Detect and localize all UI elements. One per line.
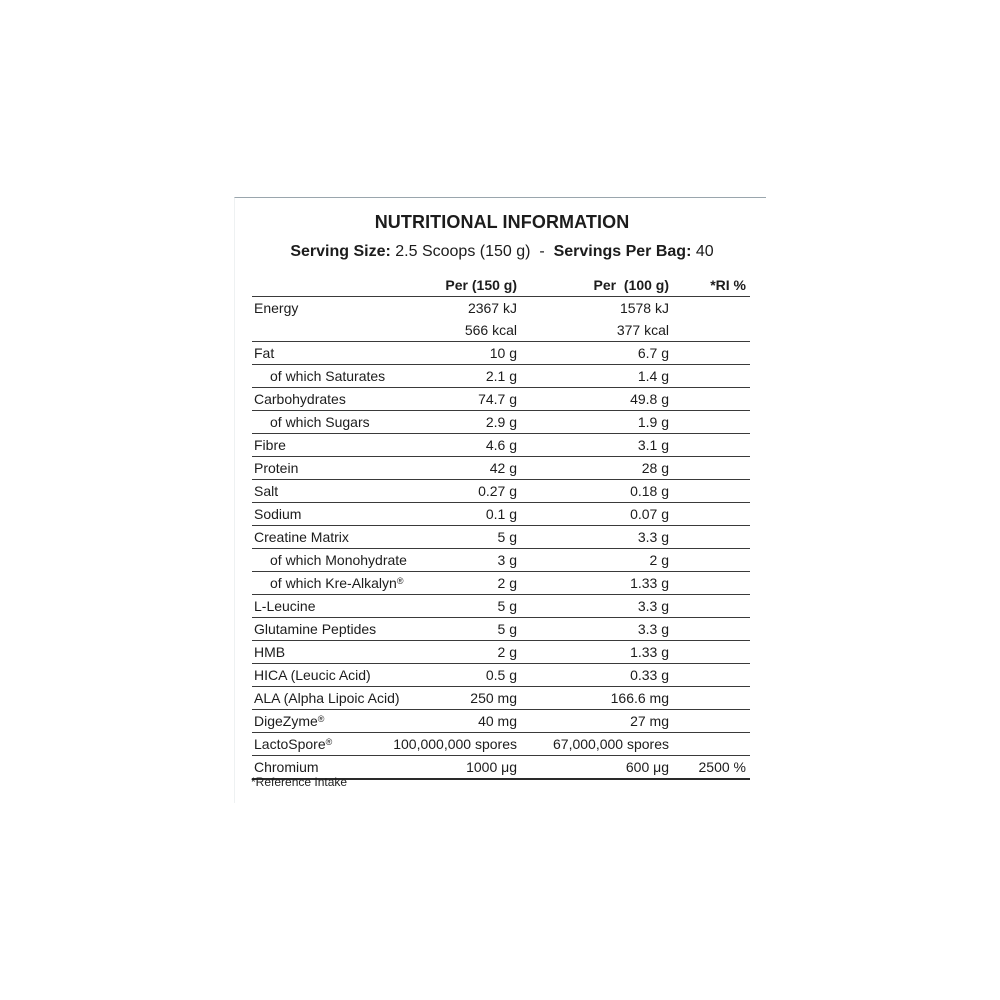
- nutrient-name-text: Sodium: [254, 506, 302, 522]
- nutrient-name: [254, 342, 274, 364]
- registered-mark: ®: [317, 714, 325, 724]
- value-per-150g: 5 g: [497, 621, 517, 637]
- value-per-100g: 0.33 g: [630, 667, 669, 683]
- value-per-100g: 1.9 g: [637, 414, 669, 430]
- serving-size-label: Serving Size:: [290, 243, 391, 260]
- nutrient-name-text: LactoSpore: [254, 736, 326, 752]
- nutrient-name: [254, 595, 316, 617]
- nutrient-name: [254, 733, 332, 755]
- value-per-150g: 0.5 g: [485, 667, 517, 683]
- serving-size-value: 2.5 Scoops (150 g): [395, 243, 531, 260]
- table-row: [252, 503, 750, 526]
- nutrient-name: [254, 618, 376, 640]
- value-per-150g: 4.6 g: [485, 437, 517, 453]
- nutrient-name-text: Carbohydrates: [254, 391, 346, 407]
- nutrient-name-text: ALA (Alpha Lipoic Acid): [254, 690, 400, 706]
- nutrient-name-text: Salt: [254, 483, 279, 499]
- nutrient-name-text: Glutamine Peptides: [254, 621, 377, 637]
- table-row: [252, 365, 750, 388]
- nutrient-name-text: Energy: [254, 300, 299, 316]
- value-per-100g: 600 μg: [625, 759, 669, 775]
- page-title: NUTRITIONAL INFORMATION: [374, 212, 630, 232]
- nutrient-name-text: of which Sugars: [270, 414, 370, 430]
- value-per-150g: 0.27 g: [478, 483, 517, 499]
- nutrient-name: [254, 434, 286, 456]
- registered-mark: ®: [396, 576, 404, 586]
- nutrient-name: [254, 710, 324, 732]
- nutrient-name-text: DigeZyme: [254, 713, 318, 729]
- column-header-ri: *RI %: [710, 277, 746, 293]
- table-row: [252, 526, 750, 549]
- nutrient-name: [254, 664, 371, 686]
- value-per-150g: 10 g: [489, 345, 517, 361]
- table-row: [252, 687, 750, 710]
- value-per-100g: 1.33 g: [630, 644, 669, 660]
- value-per-100g: 3.3 g: [637, 598, 669, 614]
- value-per-100g: 166.6 mg: [610, 690, 669, 706]
- table-row: [252, 319, 750, 342]
- nutrient-name-text: Fat: [254, 345, 275, 361]
- value-per-100g: 1.33 g: [630, 575, 669, 591]
- table-row: [252, 434, 750, 457]
- value-per-100g: 3.3 g: [637, 621, 669, 637]
- nutrient-name: [254, 297, 298, 319]
- value-per-100g: 67,000,000 spores: [553, 736, 669, 752]
- value-per-100g: 377 kcal: [616, 322, 669, 338]
- nutrient-name: [254, 687, 400, 709]
- value-per-150g: 0.1 g: [485, 506, 517, 522]
- table-row: [252, 641, 750, 664]
- nutrient-name: [254, 480, 278, 502]
- value-per-100g: 49.8 g: [630, 391, 669, 407]
- nutrient-name: [270, 549, 407, 571]
- nutrient-name: [254, 388, 346, 410]
- nutrient-name-text: Creatine Matrix: [254, 529, 349, 545]
- value-per-150g: 2 g: [497, 575, 517, 591]
- value-per-150g: 5 g: [497, 529, 517, 545]
- value-per-150g: 250 mg: [470, 690, 517, 706]
- serving-separator: -: [539, 243, 545, 260]
- table-row: [252, 733, 750, 756]
- table-row: [252, 664, 750, 687]
- value-per-100g: 0.07 g: [630, 506, 669, 522]
- nutrient-name-text: Protein: [254, 460, 299, 476]
- nutrient-name-text: HMB: [254, 644, 286, 660]
- nutrient-name-text: HICA (Leucic Acid): [254, 667, 371, 683]
- value-per-100g: 2 g: [649, 552, 669, 568]
- table-row: [252, 618, 750, 641]
- nutrient-name: [270, 365, 385, 387]
- nutrient-name: [254, 526, 349, 548]
- value-per-100g: 1.4 g: [637, 368, 669, 384]
- value-per-100g: 6.7 g: [637, 345, 669, 361]
- value-per-150g: 74.7 g: [478, 391, 517, 407]
- value-per-100g: 0.18 g: [630, 483, 669, 499]
- table-row: [252, 457, 750, 480]
- value-ri-percent: 2500 %: [698, 759, 746, 775]
- column-header-per-150g: Per (150 g): [445, 277, 517, 293]
- nutrient-name-text: Fibre: [254, 437, 286, 453]
- value-per-150g: 566 kcal: [464, 322, 517, 338]
- nutrient-name-text: of which Saturates: [270, 368, 386, 384]
- column-header-per-100g: Per (100 g): [593, 277, 669, 293]
- table-row: [252, 411, 750, 434]
- nutrient-name-text: of which Kre-Alkalyn: [270, 575, 397, 591]
- nutrition-table: [252, 274, 750, 780]
- value-per-150g: 42 g: [489, 460, 517, 476]
- table-row: [252, 549, 750, 572]
- value-per-150g: 3 g: [497, 552, 517, 568]
- value-per-150g: 1000 μg: [466, 759, 517, 775]
- serving-info: [234, 242, 770, 262]
- nutrient-name: [270, 572, 403, 594]
- nutrient-name-text: Chromium: [254, 759, 319, 775]
- value-per-100g: 3.1 g: [637, 437, 669, 453]
- value-per-100g: 28 g: [641, 460, 669, 476]
- value-per-150g: 2.1 g: [485, 368, 517, 384]
- value-per-100g: 1578 kJ: [619, 300, 669, 316]
- value-per-100g: 3.3 g: [637, 529, 669, 545]
- value-per-150g: 100,000,000 spores: [393, 736, 517, 752]
- nutrient-name: [254, 641, 285, 663]
- registered-mark: ®: [325, 737, 333, 747]
- table-row: [252, 480, 750, 503]
- value-per-150g: 40 mg: [478, 713, 517, 729]
- servings-per-bag-label: Servings Per Bag:: [553, 243, 692, 260]
- footnote: *Reference Intake: [251, 775, 348, 789]
- value-per-150g: 2.9 g: [485, 414, 517, 430]
- value-per-100g: 27 mg: [630, 713, 669, 729]
- table-row: [252, 572, 750, 595]
- table-row: [252, 710, 750, 733]
- value-per-150g: 5 g: [497, 598, 517, 614]
- table-body: [252, 297, 750, 780]
- table-row: [252, 388, 750, 411]
- table-row: [252, 342, 750, 365]
- table-header-row: [252, 274, 750, 297]
- nutrient-name: [254, 503, 301, 525]
- value-per-150g: 2367 kJ: [467, 300, 517, 316]
- nutrient-name: [270, 411, 370, 433]
- value-per-150g: 2 g: [497, 644, 517, 660]
- servings-per-bag-value: 40: [695, 243, 714, 260]
- nutrient-name-text: of which Monohydrate: [270, 552, 407, 568]
- table-row: [252, 595, 750, 618]
- nutrient-name-text: L-Leucine: [254, 598, 316, 614]
- nutrient-name: [254, 457, 298, 479]
- table-row: [252, 297, 750, 319]
